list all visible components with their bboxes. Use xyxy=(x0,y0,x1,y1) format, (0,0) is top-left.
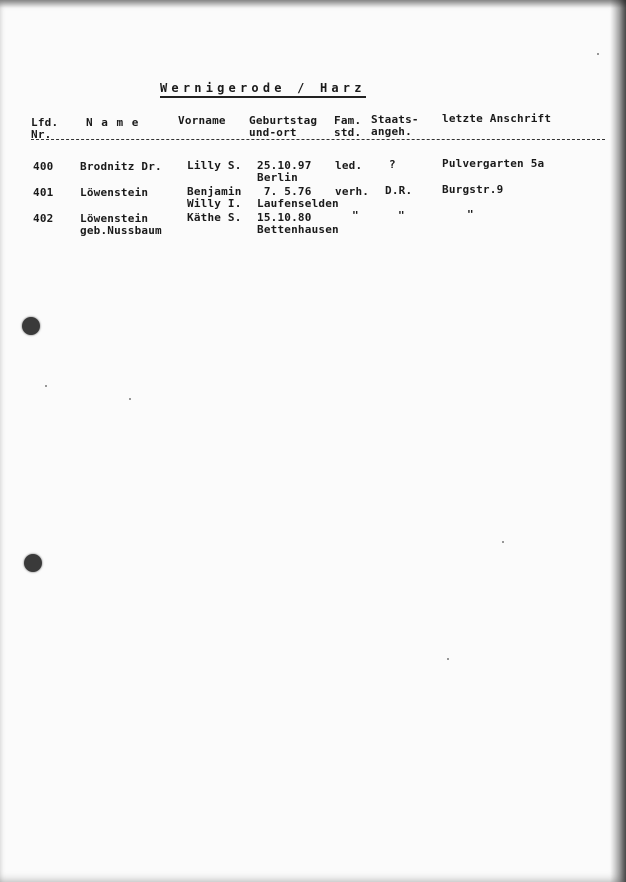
row-401-staats: D.R. xyxy=(385,184,413,197)
header-lfd-nr: Lfd. Nr. xyxy=(31,116,59,141)
row-400-staats: ? xyxy=(389,158,396,171)
row-402-nr: 402 xyxy=(33,212,54,225)
row-402-geburt: 15.10.80 Bettenhausen xyxy=(257,211,339,236)
page-right-shadow xyxy=(610,0,626,882)
scan-speck xyxy=(45,385,47,387)
page-top-shadow xyxy=(0,0,626,8)
scan-speck xyxy=(597,53,599,55)
row-400-name: Brodnitz Dr. xyxy=(80,160,162,173)
row-402-staats: " xyxy=(398,209,405,222)
header-letzte-anschrift: letzte Anschrift xyxy=(442,112,552,125)
row-402-vorname: Käthe S. xyxy=(187,211,242,224)
row-401-geburt: 7. 5.76 Laufenselden xyxy=(257,185,339,210)
scan-speck xyxy=(447,658,449,660)
scan-speck xyxy=(129,398,131,400)
punch-hole-upper xyxy=(22,317,40,335)
scan-speck xyxy=(502,541,504,543)
row-401-anschrift: Burgstr.9 xyxy=(442,183,504,196)
row-400-geburt: 25.10.97 Berlin xyxy=(257,159,312,184)
header-familienstand: Fam. std. xyxy=(334,114,362,139)
header-divider xyxy=(31,139,605,140)
punch-hole-lower xyxy=(24,554,42,572)
row-401-nr: 401 xyxy=(33,186,54,199)
header-name: N a m e xyxy=(86,116,140,129)
header-staatsangehoerigkeit: Staats- angeh. xyxy=(371,113,419,138)
row-401-fam: verh. xyxy=(335,185,370,198)
row-402-anschrift: " xyxy=(467,208,474,221)
row-402-name: Löwenstein geb.Nussbaum xyxy=(80,212,162,237)
row-400-nr: 400 xyxy=(33,160,54,173)
row-401-vorname: Benjamin Willy I. xyxy=(187,185,242,210)
document-title: Wernigerode / Harz xyxy=(160,81,366,98)
row-400-vorname: Lilly S. xyxy=(187,159,242,172)
row-402-fam: " xyxy=(352,209,359,222)
header-vorname: Vorname xyxy=(178,114,226,127)
row-400-fam: led. xyxy=(335,159,363,172)
header-geburtstag: Geburtstag und-ort xyxy=(249,114,318,139)
row-401-name: Löwenstein xyxy=(80,186,149,199)
row-400-anschrift: Pulvergarten 5a xyxy=(442,157,545,170)
